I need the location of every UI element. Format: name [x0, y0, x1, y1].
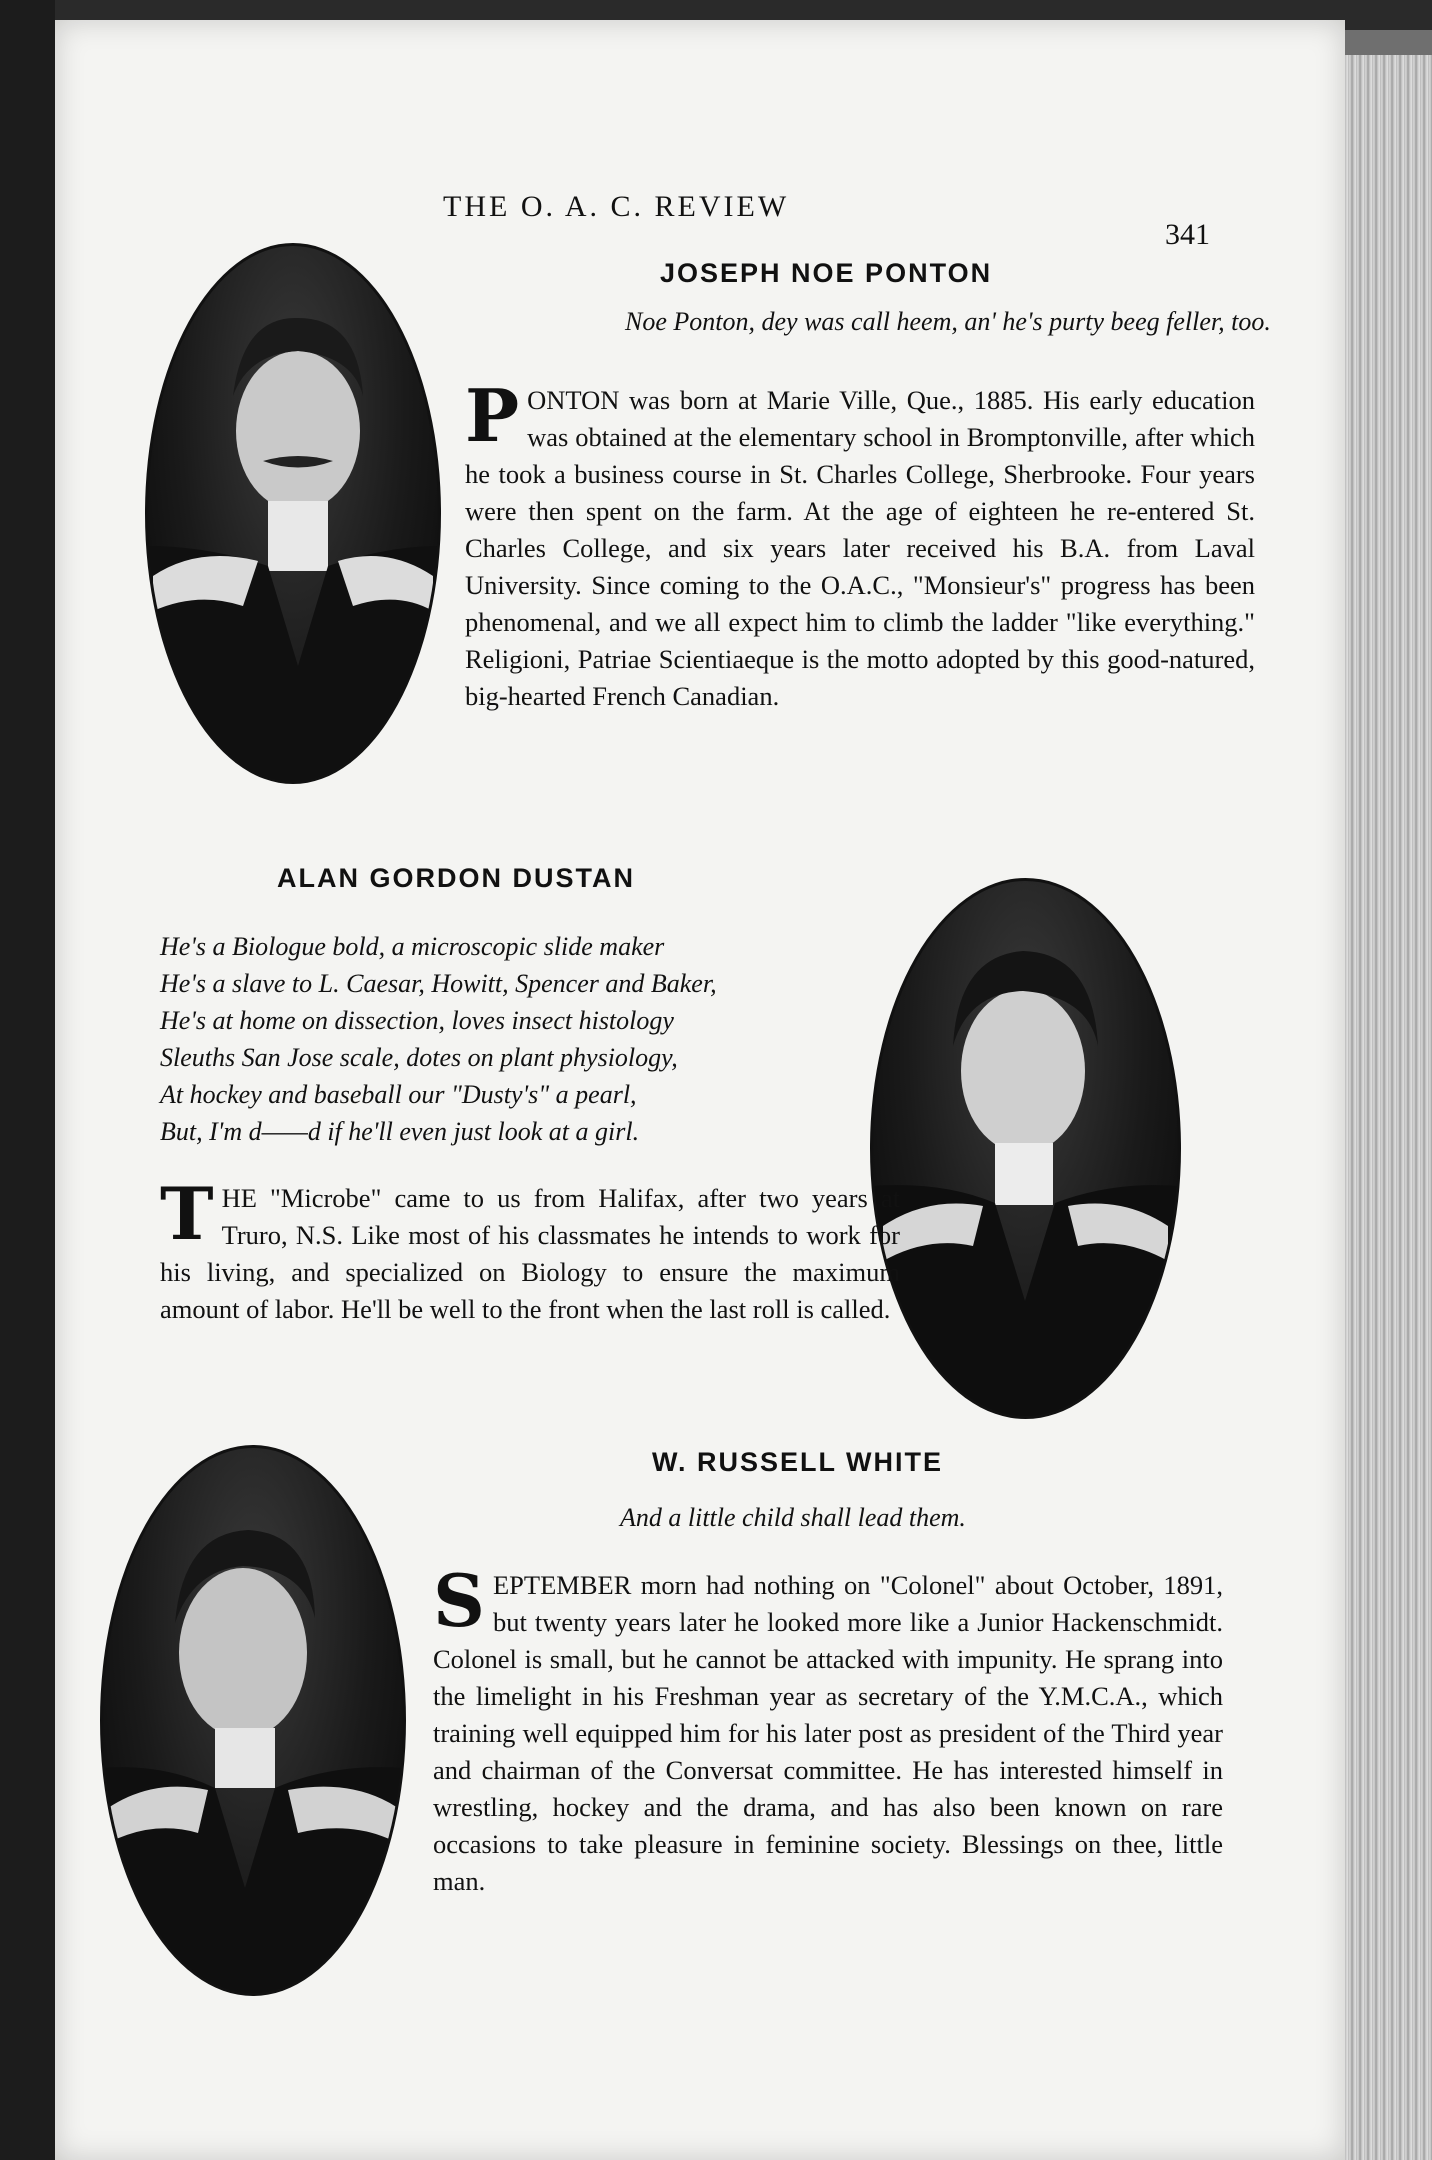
running-title: THE O. A. C. REVIEW: [443, 190, 790, 223]
entry-body-text: ONTON was born at Marie Ville, Que., 1885. His early education was obtained at the elementary school in Bromptonville, after which he took a business course in St. Charles College, Sherbrooke. Four years were then spent on the farm. At the age of eighteen he re-entered St. Charles College, and six years later received his B.A. from Laval University. Since coming to the O.A.C., "Monsieur's" progress has been phenomenal, and we all expect him to climb the ladder "like everything." Religioni, Patriae Scientiaeque is the motto adopted by this good-natured, big-hearted French Canadian.: [465, 385, 1255, 711]
page-number: 341: [1165, 218, 1210, 251]
verse-line: He's a Biologue bold, a microscopic slide maker: [160, 932, 665, 961]
entry-body: [160, 1171, 900, 1328]
verse-line: He's at home on dissection, loves insect histology: [160, 1006, 674, 1035]
drop-cap: P: [465, 373, 520, 458]
drop-cap: S: [433, 1558, 485, 1643]
document-page: [55, 20, 1345, 2160]
verse-line: But, I'm d——d if he'll even just look at a girl.: [160, 1117, 640, 1146]
entry-name: W. RUSSELL WHITE: [652, 1447, 944, 1477]
drop-cap: T: [160, 1171, 214, 1256]
entry-body-text: HE "Microbe" came to us from Halifax, after two years at Truro, N.S. Like most of his classmates he intends to work for his living, and specialized on Biology to ensure the maximum amount of labor. He'll be well to the front when the last roll is called.: [160, 1183, 900, 1324]
entry-name: JOSEPH NOE PONTON: [660, 258, 993, 288]
verse-line: At hockey and baseball our "Dusty's" a pearl,: [160, 1080, 637, 1109]
verse-line: Sleuths San Jose scale, dotes on plant physiology,: [160, 1043, 678, 1072]
portrait-white: [100, 1445, 406, 1996]
entry-body-text: EPTEMBER morn had nothing on "Colonel" about October, 1891, but twenty years later he looked more like a Junior Hackenschmidt. Colonel is small, but he cannot be attacked with impunity. He sprang into the limelight in his Freshman year as secretary of the Y.M.C.A., which training well equipped him for his later post as president of the Third year and chairman of the Conversat committee. He has interested himself in wrestling, hockey and the drama, and has also been known on rare occasions to take pleasure in feminine society. Blessings on thee, little man.: [433, 1570, 1223, 1896]
scan-border-left: [0, 0, 55, 2160]
portrait-ponton: [145, 243, 441, 784]
entry-body: [465, 373, 1255, 715]
entry-name: ALAN GORDON DUSTAN: [277, 863, 635, 893]
entry-body: [433, 1558, 1223, 1900]
entry-quote: Noe Ponton, dey was call heem, an' he's purty beeg feller, too.: [625, 307, 1271, 336]
portrait-dustan: [870, 878, 1181, 1419]
book-page-edges: [1332, 55, 1432, 2160]
entry-verse: [160, 928, 920, 1150]
entry-quote: And a little child shall lead them.: [620, 1503, 966, 1532]
verse-line: He's a slave to L. Caesar, Howitt, Spencer and Baker,: [160, 969, 717, 998]
